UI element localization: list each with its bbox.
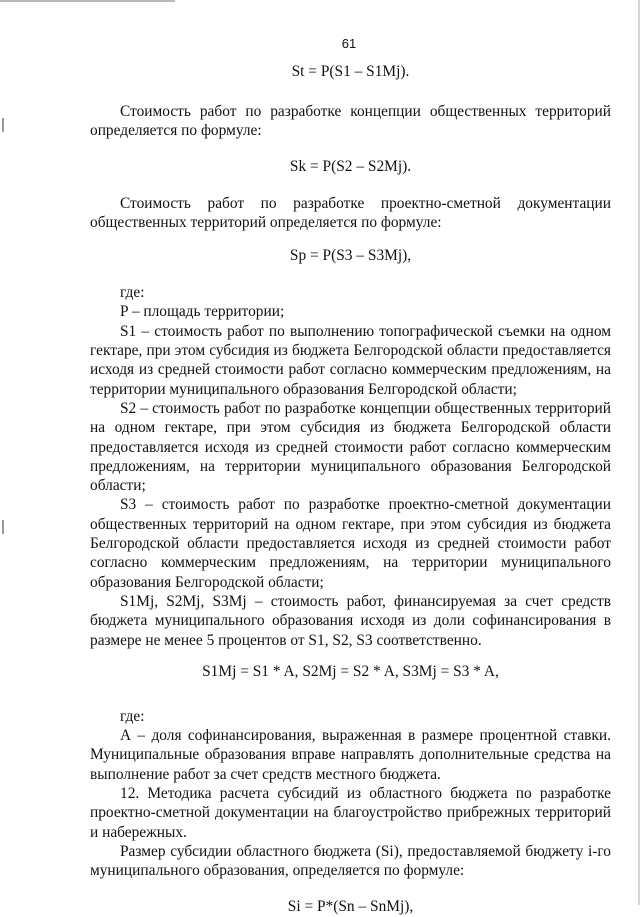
formula-si: Si = P*(Sn – SnMj), xyxy=(287,897,414,915)
paragraph-design-cost: Стоимость работ по разработке проектно-сметной документации общественных территорий определяется по формуле: xyxy=(90,194,611,231)
formula-sp: Sp = P(S3 – S3Mj), xyxy=(289,247,412,265)
where-label: где: xyxy=(120,284,145,302)
formula-smj: S1Mj = S1 * A, S2Mj = S2 * A, S3Mj = S3 * A, xyxy=(202,662,499,680)
paragraph-concept-cost: Стоимость работ по разработке концепции общественных территорий определяется по формуле: xyxy=(90,103,611,140)
scan-mark xyxy=(2,118,4,132)
paragraph-si-intro: Размер субсидии областного бюджета (Si), предоставляемой бюджету i-го муниципального образования, определяется по формуле: xyxy=(90,842,611,880)
definition-s3: S3 – стоимость работ по разработке проектно-сметной документации общественных территорий на одном гектаре, при этом субсидия из бюджета Белгородской области предоставляется исходя из средней стоимости работ согласно коммерческим предложениям, на территории муниципального образования Белгородской области; xyxy=(90,496,611,591)
formula-st: St = P(S1 – S1Mj). xyxy=(291,63,410,80)
formula-sk: Sk = P(S2 – S2Mj). xyxy=(289,157,412,175)
document-body xyxy=(90,62,611,917)
where-label-2: где: xyxy=(120,707,145,725)
definition-a: А – доля софинансирования, выраженная в размере процентной ставки. Муниципальные образования вправе направлять дополнительные средства на выполнение работ за счет средств местного бюджета. xyxy=(90,727,611,783)
definition-smj: S1Mj, S2Mj, S3Mj – стоимость работ, финансируемая за счет средств бюджета муниципального образования исходя из доли софинансирования в размере не менее 5 процентов от S1, S2, S3 соответственно. xyxy=(90,592,611,649)
scan-edge-top xyxy=(0,0,175,2)
section-12-heading: 12. Методика расчета субсидий из областного бюджета по разработке проектно-сметной документации на благоустройство прибрежных территорий и набережных. xyxy=(90,785,611,841)
definition-s1: S1 – стоимость работ по выполнению топографической съемки на одном гектаре, при этом субсидия из бюджета Белгородской области предоставляется исходя из средней стоимости работ согласно коммерческим предложениям, на территории муниципального образования Белгородской области; xyxy=(90,322,611,398)
scan-mark xyxy=(2,520,4,534)
page-number: 61 xyxy=(341,36,357,51)
definition-s2: S2 – стоимость работ по разработке концепции общественных территорий на одном гектаре, при этом субсидия из бюджета Белгородской области предоставляется исходя из средней стоимости работ согласно коммерческим предложениям, на территории муниципального образования Белгородской области; xyxy=(90,399,611,495)
definition-p: P – площадь территории; xyxy=(120,303,285,321)
